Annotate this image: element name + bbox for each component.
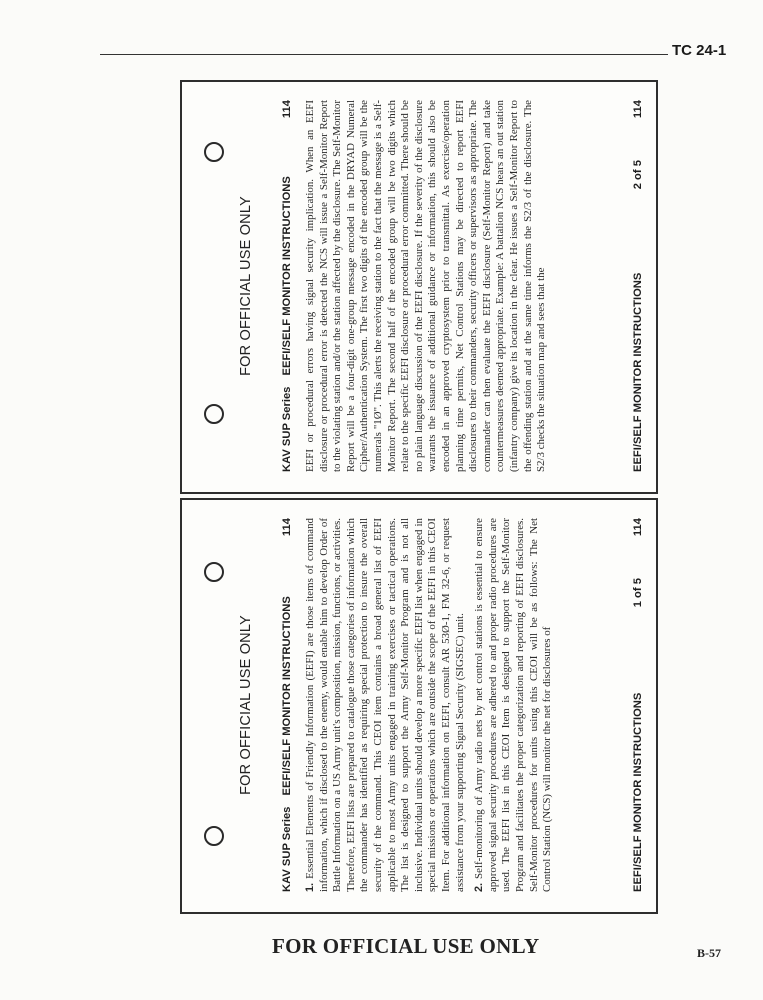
card-body xyxy=(304,518,555,892)
ceoi-card-page-2 xyxy=(180,80,658,494)
card-series-line xyxy=(281,518,293,892)
card-classification: FOR OFFICIAL USE ONLY xyxy=(238,615,254,795)
ceoi-card-page-1 xyxy=(180,498,658,914)
paragraph-text: Essential Elements of Friendly Information (EEFI) are those items of command information, which if disclosed to the enemy, would enable him to develop Order of Battle Information on a US Army unit's composition, mission, functions, or activities. Therefore, EEFI lists are prepared to catalogue those categories of information which the commander has identified as requiring special protection to insure the overall security of the command. This CEOI item contains a broad general list of EEFI applicable to most Army units engaged in training exercises or tactical operations. The list is designed to support the Army Self-Monitor Program and is not all inclusive. Individual units should develop a more specific EEFI list when engaged in special missions or operations which are outside the scope of the EEFI in this CEOI Item. For additional information on EEFI, consult AR 53Ø-1, FM 32-6, or request assistance from your supporting Signal Security (SIGSEC) unit. xyxy=(304,518,466,892)
footer-title: EEFI/SELF MONITOR INSTRUCTIONS xyxy=(632,272,644,472)
header-rule xyxy=(100,54,668,55)
paragraph xyxy=(304,100,549,472)
card-rotated-content xyxy=(182,500,656,912)
card-footer xyxy=(632,100,644,472)
item-number: 114 xyxy=(281,100,293,119)
page-classification-footer: FOR OFFICIAL USE ONLY xyxy=(272,934,540,958)
footer-page: 2 of 5 xyxy=(632,160,644,190)
item-number: 114 xyxy=(281,518,293,537)
page-number: B-57 xyxy=(697,946,721,960)
item-title: EEFI/SELF MONITOR INSTRUCTIONS xyxy=(281,596,293,796)
paragraph-2 xyxy=(473,518,555,892)
footer-title: EEFI/SELF MONITOR INSTRUCTIONS xyxy=(632,692,644,892)
item-title: EEFI/SELF MONITOR INSTRUCTIONS xyxy=(281,176,293,376)
series-label: KAV SUP Series xyxy=(281,386,293,472)
card-rotated-content xyxy=(182,82,656,492)
card-footer xyxy=(632,518,644,892)
paragraph-number: 1. xyxy=(304,882,316,892)
paragraph-number: 2. xyxy=(473,882,486,892)
series-label: KAV SUP Series xyxy=(281,806,293,892)
card-series-line xyxy=(281,100,293,472)
card-body xyxy=(304,100,549,472)
paragraph-text: EEFI or procedural errors having signal security implication. When an EEFI disclosure or procedural error is detected the NCS will issue a Self-Monitor Report to the violating station and/or the station affected by the disclosure. The Self-Monitor Report will be a four-digit one-group message encoded in the DRYAD Numeral Cipher/Authentication System. The first two digits of the encoded group will be the numerals "1Ø". This alerts the receiving station to the fact that the message is a Self-Monitor Report. The second half of the encoded group will be two digits which relate to the specific EEFI disclosure or procedural error committed. There should be no plain language discussion of the EEFI disclosure. If the severity of the disclosure warrants the issuance of additional guidance or information, this should also be encoded in an approved cryptosystem prior to transmittal. As exercise/operation planning time permits, Net Control Stations may be directed to report EEFI disclosures to their commanders, security officers or supervisors as appropriate. The commander can then evaluate the EEFI disclosure (Self-Monitor Report) and take countermeasures deemed appropriate. Example: A battalion NCS hears an out station (infantry company) give its location in the clear. He issues a Self-Monitor Report to the offending station and at the same time informs the S2/3 of the disclosure. The S2/3 checks the situation map and sees that the xyxy=(304,100,548,472)
footer-page: 1 of 5 xyxy=(632,578,644,608)
footer-item-number: 114 xyxy=(632,100,644,119)
card-classification: FOR OFFICIAL USE ONLY xyxy=(238,196,254,376)
paragraph-1 xyxy=(304,518,467,892)
footer-item-number: 114 xyxy=(632,518,644,537)
paragraph-text: Self-monitoring of Army radio nets by net control stations is essential to ensure approved signal security procedures are adhered to and proper radio procedures are used. The EEFI list in this CEOI Item is designed to support the Self-Monitor Program and facilitates the proper categorization and reporting of EEFI disclosures. Self-Monitor procedures for units using this CEOI will be as follows: The Net Control Station (NCS) will monitor the net for disclosures of xyxy=(473,518,554,892)
document-id: TC 24-1 xyxy=(672,42,727,59)
